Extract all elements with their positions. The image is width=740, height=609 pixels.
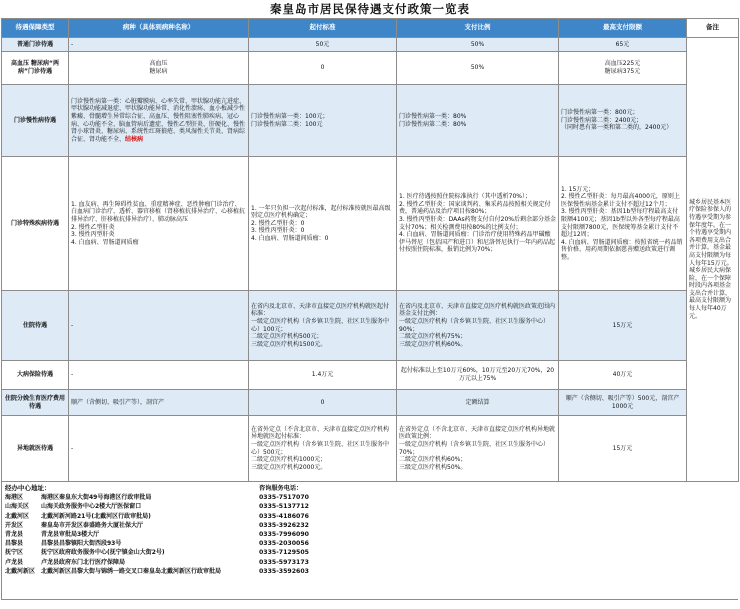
header-threshold: 起付标准: [249, 19, 397, 38]
row-limit: 门诊慢性病第一类：800元； 门诊慢性病第二类：2400元； （同时患有第一类和第二类的，2400元）: [559, 85, 687, 157]
row-ratio: 在省外定点（不含北京市、天津市直接定点医疗机构异地就医政策比例： 一级定点医疗机构（含乡镇卫生院、社区卫生服务中心）70%； 二级定点医疗机构60%； 三级定点医疗机构50%。: [397, 416, 559, 482]
list-item: 抚宁区 抚宁区政府政务服务中心(抚宁镇金山大街2号): [5, 549, 165, 557]
row-limit: 15万元: [559, 416, 687, 482]
list-item: 0335-7517070: [259, 494, 309, 502]
row-ratio: 1. 医疗待遇按照住院标准执行（其中透析70%）； 2. 慢性乙型肝炎：国家谈判药、集采药品按照相关规定付费，普通药品及治疗项目按80%； 3. 慢性丙型肝炎：DAAs药物支付自付20%后剩余部分基金支付70%；相关检测费用按80%的比例支付； 4. 白血病、胃肠道间质瘤：门诊治疗使用特殊药品甲磺酸伊马替尼（包括国产和进口）和尼洛替尼执行一年内药品起付按照住院标准，报销比例为70%；: [397, 157, 559, 291]
list-item: 开发区 秦皇岛市开发区泰盛路务大厦社保大厅: [5, 521, 144, 529]
row-disease: 高血压 糖尿病: [69, 52, 249, 85]
row-disease: -: [69, 361, 249, 390]
phone-header: 咨询服务电话：: [259, 485, 303, 492]
list-item: 海港区 海港区秦皇东大街49号海港区行政审批局: [5, 494, 152, 502]
contact-section: [1, 482, 738, 600]
row-disease: -: [69, 416, 249, 482]
list-item: 山海关区 山海关政务服务中心2楼大厅医保窗口: [5, 503, 142, 511]
policy-table: [1, 18, 739, 482]
row-type: 门诊慢性病待遇: [2, 85, 69, 157]
row-disease: 1. 血友病、再生障碍性贫血、重症精神症、恶性肿瘤门诊治疗、白血病门诊治疗、透析、器官移植（肾移植抗排异治疗、心移植抗排异治疗、肝移植抗排异治疗）、肺动脉高压 2. 慢性乙型肝炎 3. 慢性丙型肝炎 4. 白血病、胃肠道间质瘤: [69, 157, 249, 291]
row-disease: -: [69, 291, 249, 361]
row-threshold: 1.4万元: [249, 361, 397, 390]
header-note: 备注: [687, 19, 739, 38]
list-item: 0335-2030056: [259, 540, 309, 548]
list-item: 青龙县 青龙县审批局3楼大厅: [5, 531, 100, 539]
table-row: [2, 38, 739, 52]
header-limit: 最高支付限额: [559, 19, 687, 38]
row-type: 大病保险待遇: [2, 361, 69, 390]
row-threshold: 1. 一年只负担一次起付标准，起付标准按就医最高级别定点医疗机构确定； 2. 慢性乙型肝炎：0 3. 慢性丙型肝炎：0 4. 白血病、胃肠道间质瘤：0: [249, 157, 397, 291]
row-threshold: 50元: [249, 38, 397, 52]
row-type: 普通门诊待遇: [2, 38, 69, 52]
table-row: [2, 157, 739, 291]
table-row: [2, 416, 739, 482]
header-ratio: 支付比例: [397, 19, 559, 38]
row-threshold: 0: [249, 52, 397, 85]
list-item: 卢龙县 卢龙县政府东门北行医疗保障局: [5, 558, 126, 566]
row-type: 住院待遇: [2, 291, 69, 361]
list-item: 北戴河新区 北戴河新区昌黎大街与锦绣一路交叉口秦皇岛北戴河新区行政审批局: [5, 567, 222, 575]
header-type: 待遇保障类型: [2, 19, 69, 38]
list-item: 0335-3926232: [259, 521, 309, 529]
row-limit: 15万元: [559, 291, 687, 361]
list-item: 0335-5973173: [259, 558, 309, 566]
row-type: 高血压 糖尿病“两病”门诊待遇: [2, 52, 69, 85]
row-ratio: 起付标准以上至10万元60%，10万元至20万元70%，20万元以上75%: [397, 361, 559, 390]
table-row: [2, 390, 739, 416]
row-limit: 1. 15万元； 2. 慢性乙型肝炎：每月最高4000元，原则上医保慢性病基金累计支付不超过12个月； 3. 慢性丙型肝炎：基因1b型每疗程最高支付限额4100元；基因1b型以外各型每疗程最高支付限额7800元，医保统筹基金累计支付不超过12周； 4. 白血病、胃肠道间质瘤：按照省统一药品销售价格、用药周期依据慈善赠送政策进行调整。: [559, 157, 687, 291]
list-item: 0335-4186076: [259, 512, 309, 520]
row-threshold: 在省内及北京市、天津市直接定点医疗机构就医起付标准： 一级定点医疗机构（含乡镇卫生院、社区卫生服务中心）100元； 二级定点医疗机构500元； 三级定点医疗机构1500元。: [249, 291, 397, 361]
list-item: 0335-7129505: [259, 549, 309, 557]
note-cell: 城乡居民基本医疗保险参保人的待遇享受期为参保年度年。在一个待遇享受期内各项费用支出合并计算，基金最高支付限额为每人每年15万元。城乡居民大病保险，在一个保障时段内各项基金支出合并计算，最高支付限额为每人每年40万元。: [687, 38, 739, 482]
table-header-row: [2, 19, 739, 38]
list-item: 0335-7996090: [259, 531, 309, 539]
row-ratio: 门诊慢性病第一类：80% 门诊慢性病第二类：80%: [397, 85, 559, 157]
row-disease: 顺产（含侧切、吸引产等），剖宫产: [69, 390, 249, 416]
row-type: 异地就医待遇: [2, 416, 69, 482]
office-address-list: [5, 484, 253, 576]
table-row: [2, 52, 739, 85]
phone-list: [259, 484, 379, 576]
row-threshold: 0: [249, 390, 397, 416]
row-ratio: 50%: [397, 38, 559, 52]
row-threshold: 门诊慢性病第一类：100元； 门诊慢性病第二类：100元: [249, 85, 397, 157]
row-limit: 65元: [559, 38, 687, 52]
row-disease: 门诊慢性病第一类：心脏瓣膜病、心率失常、甲状腺功能亢进症、甲状腺功能减退症、甲状腺功能异常、消化性溃疡、血小板减少性紫癜、骨髓增生异常综合征、高血压、慢性阻塞性肺疾病、冠心病、心功能不全、脑血管病后遗症、慢性乙型肝炎、肝硬化、慢性肾小球肾炎、糖尿病、系统性红斑狼疮、类风湿性关节炎、肾病综合征、肾功能不全、结核病: [69, 85, 249, 157]
row-limit: 顺产（含侧切、吸引产等）500元，剖宫产1000元: [559, 390, 687, 416]
row-limit: 高血压225元 糖尿病375元: [559, 52, 687, 85]
header-disease: 病种（具体到病种名称）: [69, 19, 249, 38]
row-disease: -: [69, 38, 249, 52]
table-row: [2, 291, 739, 361]
table-row: [2, 85, 739, 157]
list-item: 0335-5137712: [259, 503, 309, 511]
row-ratio: 在省内及北京市、天津市直接定点医疗机构就医政策范围内基金支付比例： 一级定点医疗机构（含乡镇卫生院、社区卫生服务中心）90%； 二级定点医疗机构75%； 三级定点医疗机构60%。: [397, 291, 559, 361]
row-ratio: 50%: [397, 52, 559, 85]
row-ratio: 定额结算: [397, 390, 559, 416]
row-threshold: 在省外定点（不含北京市、天津市直接定点医疗机构异地就医起付标准： 一级定点医疗机构（含乡镇卫生院、社区卫生服务中心）500元； 二级定点医疗机构1000元； 三级定点医疗机构2000元。: [249, 416, 397, 482]
list-item: 昌黎县 昌黎县昌黎镇阳大街西段93号: [5, 540, 122, 548]
row-limit: 40万元: [559, 361, 687, 390]
list-item: 0335-3592603: [259, 567, 309, 575]
list-item: 北戴河区 北戴河新河路21号(北戴河区行政审批局): [5, 512, 151, 520]
page-title: 秦皇岛市居民保待遇支付政策一览表: [270, 2, 470, 16]
row-type: 门诊特殊疾病待遇: [2, 157, 69, 291]
table-row: [2, 361, 739, 390]
office-header: 经办中心地址：: [5, 484, 51, 492]
row-type: 住院分娩生育医疗费用待遇: [2, 390, 69, 416]
